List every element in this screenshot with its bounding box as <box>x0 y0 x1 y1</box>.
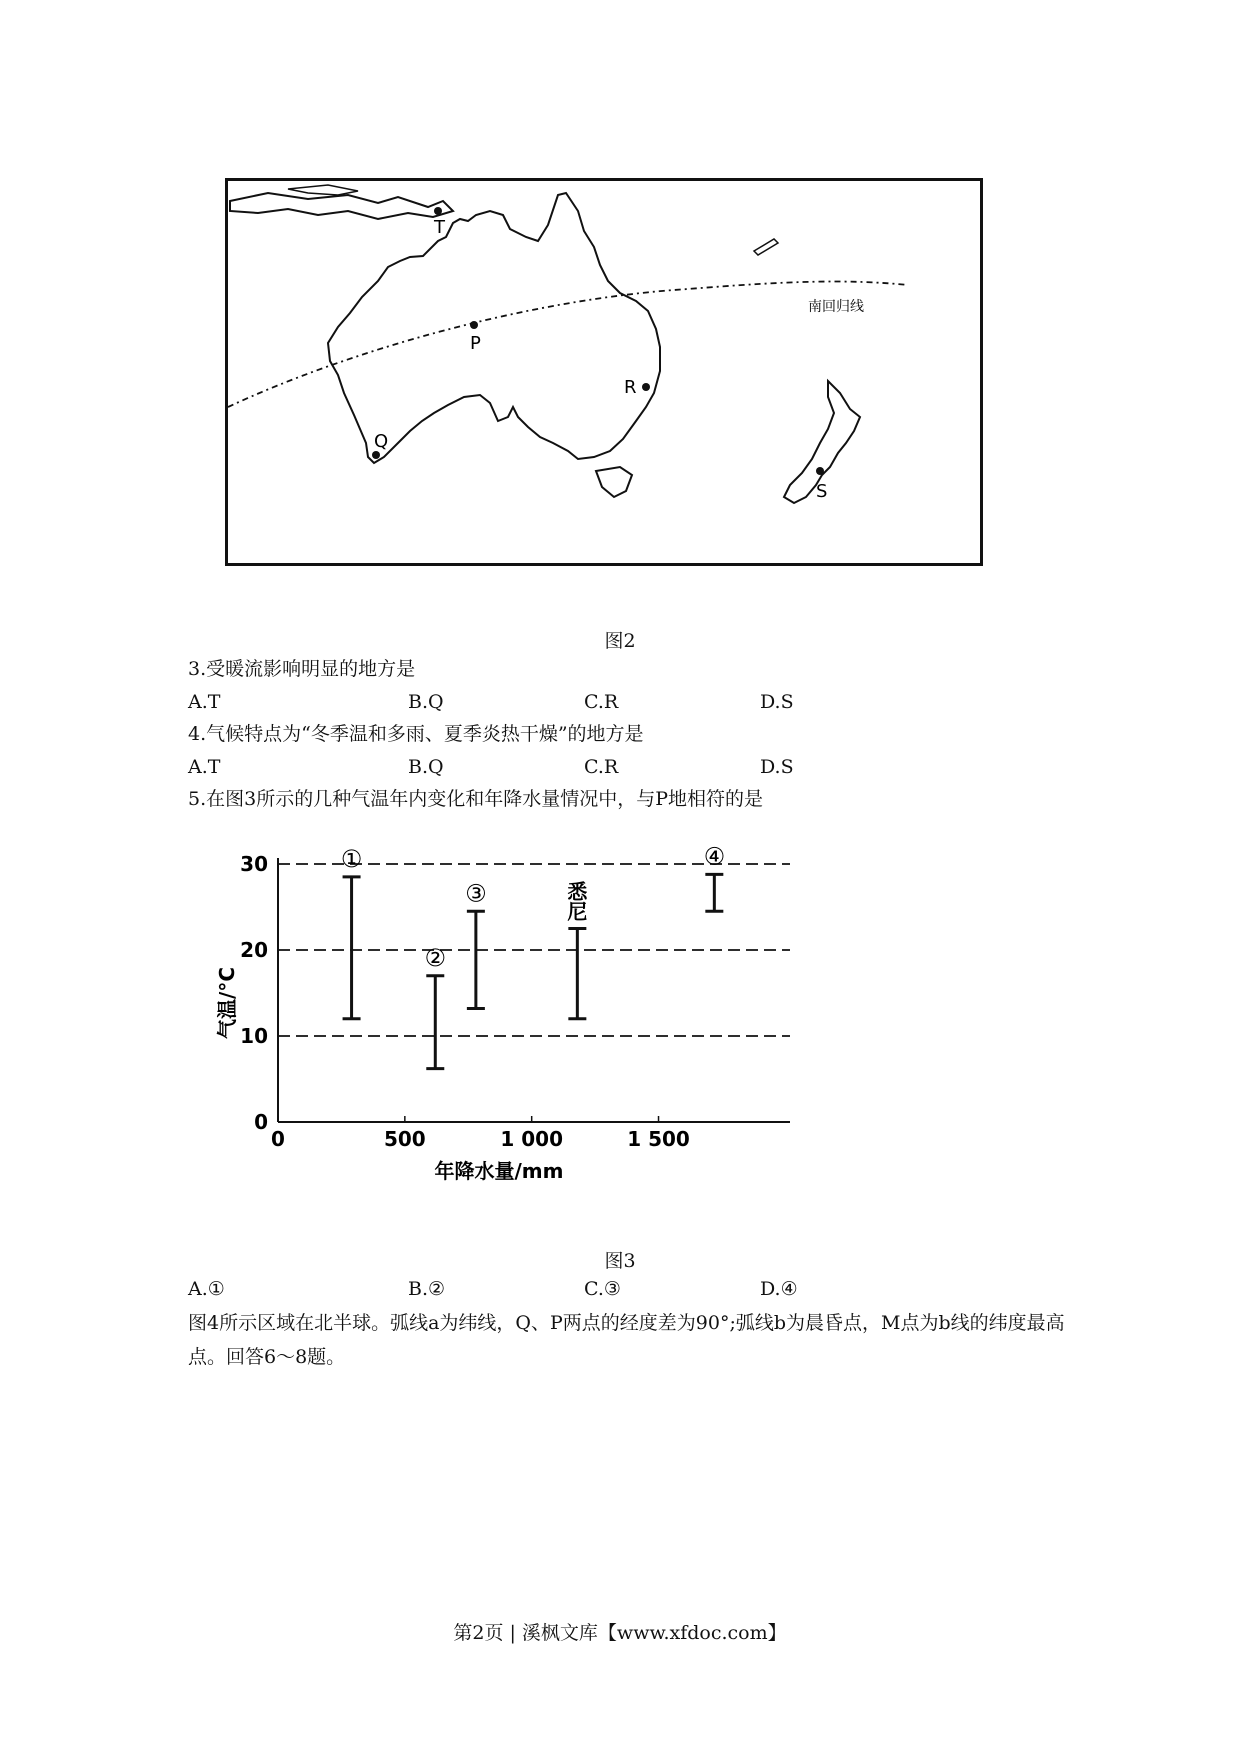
range-bar-label: ④ <box>703 842 726 871</box>
q3-stem: 3.受暖流影响明显的地方是 <box>188 658 416 680</box>
y-axis-label: 气温/°C <box>215 967 239 1039</box>
q5-option-d: D.④ <box>760 1278 798 1300</box>
point-s-label: S <box>816 481 828 502</box>
range-bar-3 <box>465 879 487 1008</box>
q4-option-a: A.T <box>188 756 221 778</box>
y-tick-label: 20 <box>240 938 268 962</box>
x-tick-label: 0 <box>271 1127 285 1151</box>
point-t-label: T <box>434 217 445 238</box>
range-bar-label: 悉 <box>567 879 588 904</box>
figure2-map <box>225 178 983 566</box>
range-bar-5 <box>704 842 726 911</box>
q5-stem: 5.在图3所示的几种气温年内变化和年降水量情况中，与P地相符的是 <box>188 788 764 810</box>
range-bar-label: ② <box>424 943 447 972</box>
point-q-label: Q <box>374 431 389 452</box>
range-bar-2 <box>425 944 447 1069</box>
y-tick-label: 30 <box>240 852 268 876</box>
x-tick-label: 1 000 <box>500 1127 564 1151</box>
range-bar-1 <box>341 845 363 1019</box>
point-t-marker <box>434 207 442 215</box>
range-bar-label: 尼 <box>567 899 588 924</box>
figure3-caption: 图3 <box>604 1250 636 1272</box>
q3-option-d: D.S <box>760 691 794 713</box>
point-r-label: R <box>624 377 637 398</box>
point-p-label: P <box>470 333 481 354</box>
q4-option-b: B.Q <box>408 756 444 778</box>
page-footer: 第2页 | 溪枫文库【www.xfdoc.com】 <box>453 1622 787 1644</box>
chart-marks <box>341 842 725 1068</box>
q5-option-b: B.② <box>408 1278 446 1300</box>
q3-option-b: B.Q <box>408 691 444 713</box>
australia-map <box>228 181 980 563</box>
q5-option-a: A.① <box>188 1278 225 1300</box>
tropic-label: 南回归线 <box>808 299 864 315</box>
x-tick-label: 500 <box>383 1127 426 1151</box>
point-p-marker <box>470 321 478 329</box>
q5-option-c: C.③ <box>584 1278 621 1300</box>
range-bar-label: ① <box>340 844 363 873</box>
q3-option-c: C.R <box>584 691 619 713</box>
figure2-caption: 图2 <box>604 630 636 652</box>
q3-option-a: A.T <box>188 691 221 713</box>
q4-stem: 4.气候特点为“冬季温和多雨、夏季炎热干燥”的地方是 <box>188 723 644 745</box>
range-bar-label: ③ <box>465 879 487 908</box>
y-tick-label: 0 <box>254 1110 268 1134</box>
point-r-marker <box>642 383 650 391</box>
q4-option-d: D.S <box>760 756 794 778</box>
y-tick-label: 10 <box>240 1024 268 1048</box>
x-axis-label: 年降水量/mm <box>434 1159 564 1183</box>
figure3-chart <box>200 830 860 1210</box>
x-tick-label: 1 500 <box>627 1127 690 1151</box>
q4-option-c: C.R <box>584 756 619 778</box>
point-s-marker <box>816 467 824 475</box>
intro-paragraph: 图4所示区域在北半球。弧线a为纬线，Q、P两点的经度差为90°;弧线b为晨昏点，M点为b线的纬度最高点。回答6～8题。 <box>188 1312 1065 1368</box>
point-q-marker <box>372 451 380 459</box>
